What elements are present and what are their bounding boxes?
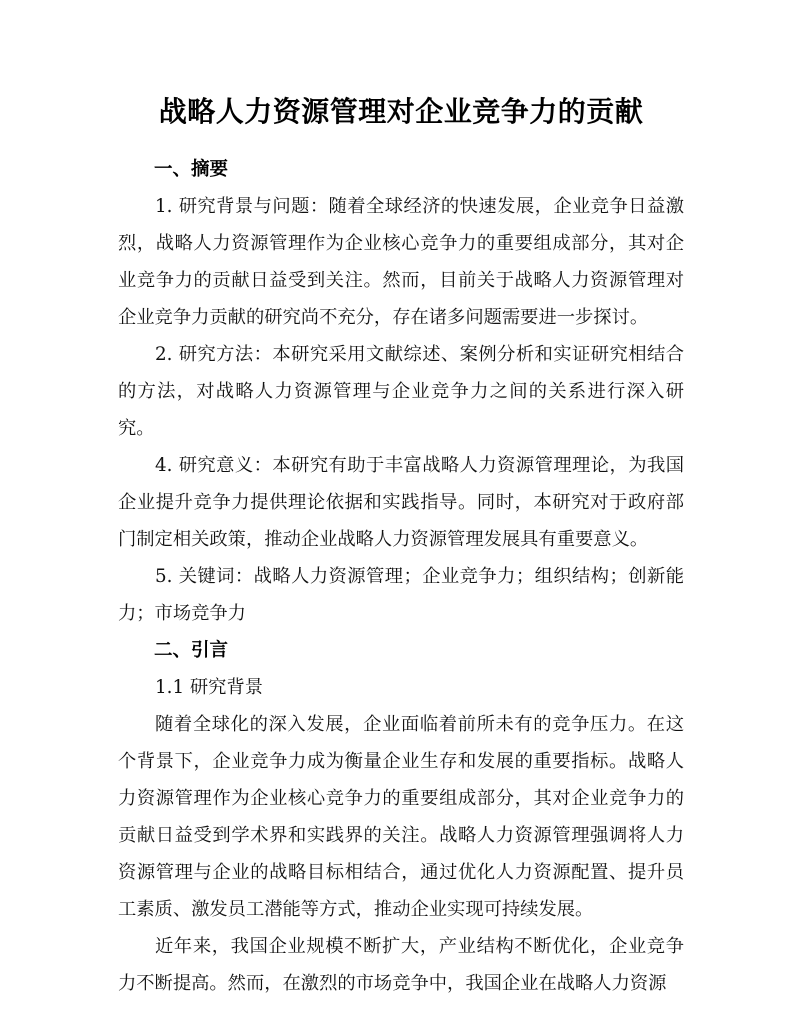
subsection-heading-background: 1.1 研究背景: [155, 677, 264, 698]
abstract-paragraph-methods: 2. 研究方法：本研究采用文献综述、案例分析和实证研究相结合的方法，对战略人力资源管理与企业竞争力之间的关系进行深入研究。: [118, 344, 684, 439]
document-title: 战略人力资源管理对企业竞争力的贡献: [158, 95, 644, 128]
section-heading-introduction: 二、引言: [154, 640, 229, 661]
abstract-paragraph-background: 1. 研究背景与问题：随着全球经济的快速发展，企业竞争日益激烈，战略人力资源管理作为企业核心竞争力的重要组成部分，其对企业竞争力的贡献日益受到关注。然而，目前关于战略人力资源管理对企业竞争力贡献的研究尚不充分，存在诸多问题需要进一步探讨。: [118, 196, 684, 328]
introduction-paragraph-1: 随着全球化的深入发展，企业面临着前所未有的竞争压力。在这个背景下，企业竞争力成为衡量企业生存和发展的重要指标。战略人力资源管理作为企业核心竞争力的重要组成部分，其对企业竞争力的贡献日益受到学术界和实践界的关注。战略人力资源管理强调将人力资源管理与企业的战略目标相结合，通过优化人力资源配置、提升员工素质、激发员工潜能等方式，推动企业实现可持续发展。: [118, 714, 684, 920]
section-heading-abstract: 一、摘要: [154, 159, 229, 180]
introduction-paragraph-2: 近年来，我国企业规模不断扩大，产业结构不断优化，企业竞争力不断提高。然而，在激烈的市场竞争中，我国企业在战略人力资源: [118, 936, 684, 994]
abstract-paragraph-keywords: 5. 关键词：战略人力资源管理；企业竞争力；组织结构；创新能力；市场竞争力: [118, 566, 684, 624]
abstract-paragraph-significance: 4. 研究意义：本研究有助于丰富战略人力资源管理理论，为我国企业提升竞争力提供理论依据和实践指导。同时，本研究对于政府部门制定相关政策，推动企业战略人力资源管理发展具有重要意义。: [118, 455, 684, 550]
